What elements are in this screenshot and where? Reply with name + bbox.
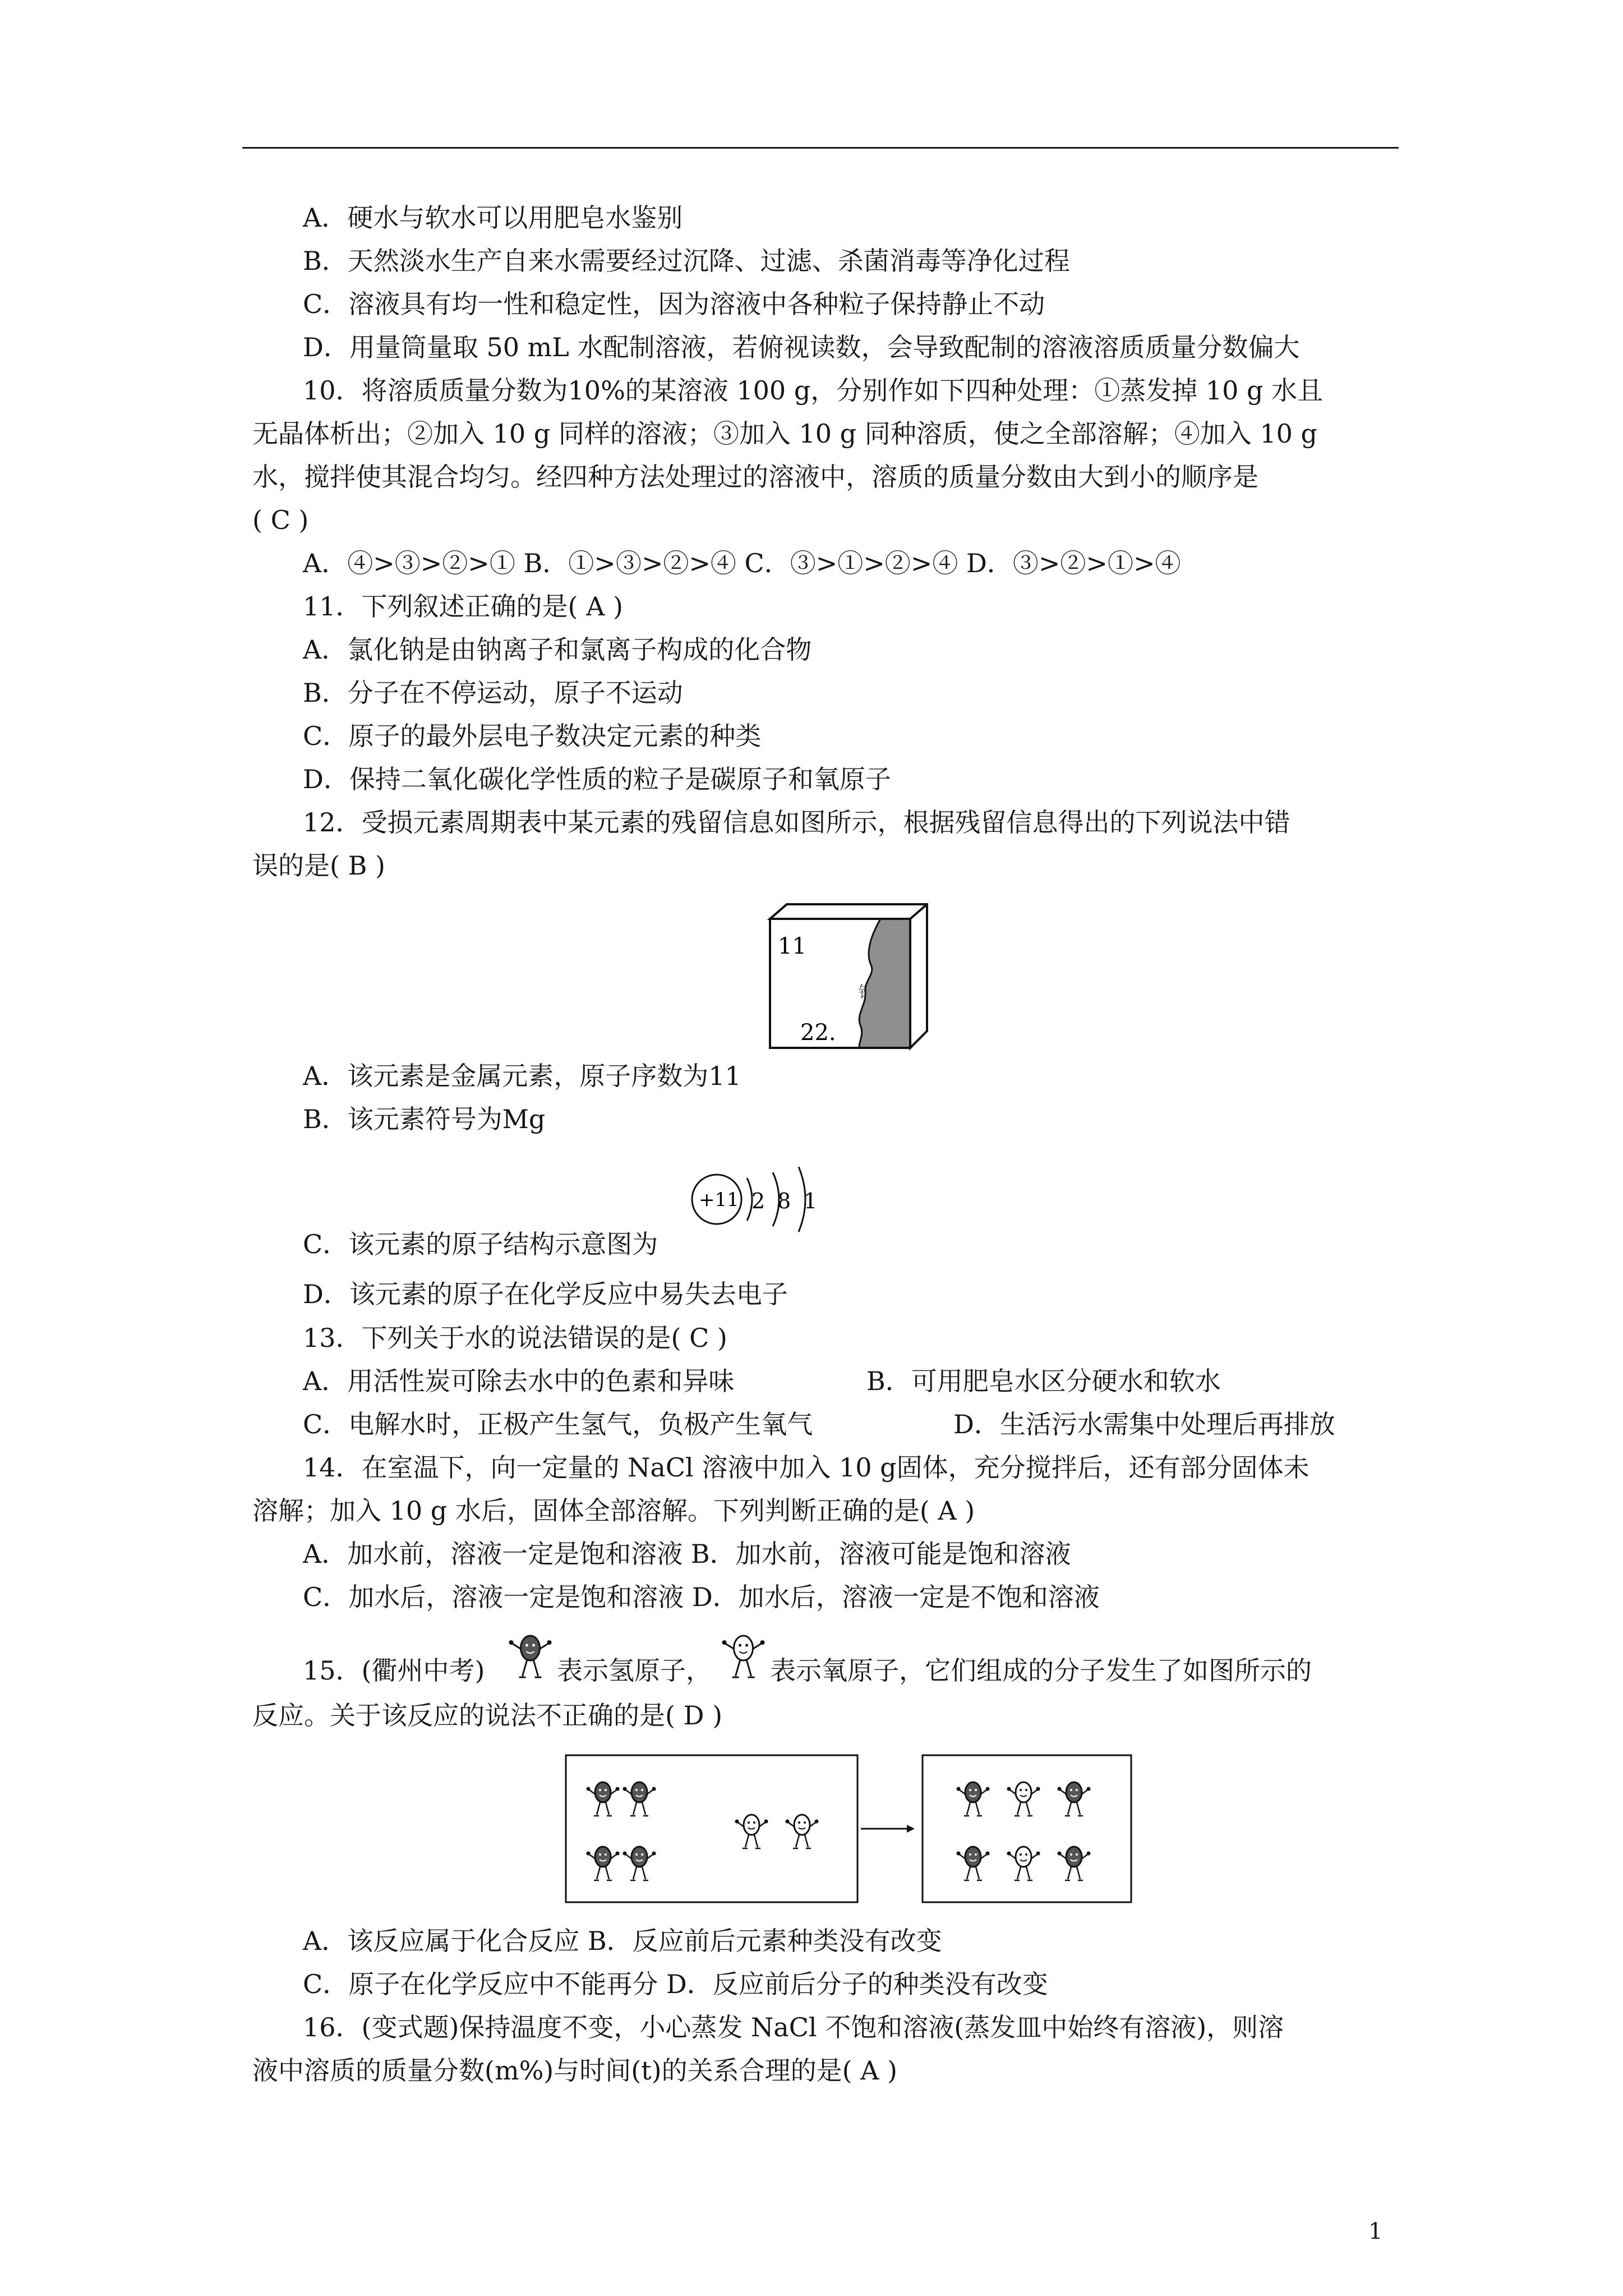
option-13b: B．可用肥皂水区分硬水和软水 bbox=[866, 1366, 1221, 1396]
question-15-oxygen-text: 表示氧原子，它们组成的分子发生了如图所示的 bbox=[770, 1655, 1312, 1686]
question-14-line-2: 溶解；加入 10 g 水后，固体全部溶解。下列判断正确的是( A ) bbox=[252, 1496, 975, 1526]
question-10-line-1: 10．将溶质质量分数为10%的某溶液 100 g，分别作如下四种处理：①蒸发掉 10 g 水且 bbox=[303, 375, 1324, 406]
question-15-hydrogen-text: 表示氢原子， bbox=[557, 1655, 712, 1686]
hydrogen-atom-legend-icon bbox=[504, 1631, 557, 1687]
option-12c: C．该元素的原子结构示意图为 bbox=[303, 1229, 658, 1259]
option-15ab: A．该反应属于化合反应 B．反应前后元素种类没有改变 bbox=[303, 1926, 942, 1956]
question-10-line-3: 水，搅拌使其混合均匀。经四种方法处理过的溶液中，溶质的质量分数由大到小的顺序是 bbox=[252, 462, 1258, 492]
option-9c: C．溶液具有均一性和稳定性，因为溶液中各种粒子保持静止不动 bbox=[303, 289, 1045, 319]
option-13a: A．用活性炭可除去水中的色素和异味 bbox=[303, 1366, 735, 1396]
damaged-element-tile bbox=[766, 902, 939, 1053]
option-14ab: A．加水前，溶液一定是饱和溶液 B．加水前，溶液可能是饱和溶液 bbox=[303, 1539, 1071, 1569]
question-12-line-2: 误的是( B ) bbox=[252, 850, 385, 881]
option-11b: B．分子在不停运动，原子不运动 bbox=[303, 678, 683, 708]
svg-text:钅: 钅 bbox=[858, 983, 874, 1001]
oxygen-atom-legend-icon bbox=[717, 1631, 770, 1687]
option-12d: D．该元素的原子在化学反应中易失去电子 bbox=[303, 1279, 788, 1309]
question-10-options: A．④>③>②>① B．①>③>②>④ C．③>①>②>④ D．③>②>①>④ bbox=[303, 548, 1181, 578]
question-14-line-1: 14．在室温下，向一定量的 NaCl 溶液中加入 10 g固体，充分搅拌后，还有部分固体未 bbox=[303, 1452, 1310, 1483]
question-12-line-1: 12．受损元素周期表中某元素的残留信息如图所示，根据残留信息得出的下列说法中错 bbox=[303, 807, 1290, 838]
option-9d: D．用量筒量取 50 mL 水配制溶液，若俯视读数，会导致配制的溶液溶质质量分数偏大 bbox=[303, 332, 1300, 362]
header-rule bbox=[242, 147, 1399, 149]
reaction-diagram bbox=[564, 1753, 1136, 1904]
option-9b: B．天然淡水生产自来水需要经过沉降、过滤、杀菌消毒等净化过程 bbox=[303, 246, 1070, 276]
option-11c: C．原子的最外层电子数决定元素的种类 bbox=[303, 721, 762, 751]
atomic-number: 11 bbox=[778, 933, 806, 959]
question-10-answer: ( C ) bbox=[252, 505, 309, 535]
option-11d: D．保持二氧化碳化学性质的粒子是碳原子和氧原子 bbox=[303, 764, 891, 794]
nucleus-charge: +11 bbox=[699, 1189, 739, 1211]
atomic-structure-diagram bbox=[689, 1150, 834, 1234]
option-13d: D．生活污水需集中处理后再排放 bbox=[953, 1409, 1335, 1439]
question-15-prefix: 15．(衢州中考) bbox=[303, 1655, 485, 1686]
question-16-line-1: 16．(变式题)保持温度不变，小心蒸发 NaCl 不饱和溶液(蒸发皿中始终有溶液)，则溶 bbox=[303, 2012, 1284, 2042]
option-13c: C．电解水时，正极产生氢气，负极产生氧气 bbox=[303, 1409, 813, 1439]
option-14cd: C．加水后，溶液一定是饱和溶液 D．加水后，溶液一定是不饱和溶液 bbox=[303, 1582, 1100, 1612]
atomic-mass-fragment: 22. bbox=[800, 1020, 836, 1046]
shell-2-electrons: 8 bbox=[777, 1189, 791, 1213]
shell-1-electrons: 2 bbox=[751, 1189, 766, 1213]
question-16-line-2: 液中溶质的质量分数(m%)与时间(t)的关系合理的是( A ) bbox=[252, 2055, 897, 2086]
question-11-stem: 11．下列叙述正确的是( A ) bbox=[303, 591, 623, 622]
page-number: 1 bbox=[1368, 2219, 1383, 2244]
question-13-stem: 13．下列关于水的说法错误的是( C ) bbox=[303, 1323, 727, 1353]
option-9a: A．硬水与软水可以用肥皂水鉴别 bbox=[303, 203, 683, 233]
option-12b: B．该元素符号为Mg bbox=[303, 1104, 546, 1134]
option-15cd: C．原子在化学反应中不能再分 D．反应前后分子的种类没有改变 bbox=[303, 1969, 1048, 1999]
question-15-line-2: 反应。关于该反应的说法不正确的是( D ) bbox=[252, 1700, 723, 1731]
option-11a: A．氯化钠是由钠离子和氯离子构成的化合物 bbox=[303, 634, 812, 665]
question-10-line-2: 无晶体析出；②加入 10 g 同样的溶液；③加入 10 g 同种溶质，使之全部溶解；④加入 10 g bbox=[252, 418, 1317, 449]
option-12a: A．该元素是金属元素，原子序数为11 bbox=[303, 1061, 741, 1091]
shell-3-electrons: 1 bbox=[804, 1189, 818, 1213]
